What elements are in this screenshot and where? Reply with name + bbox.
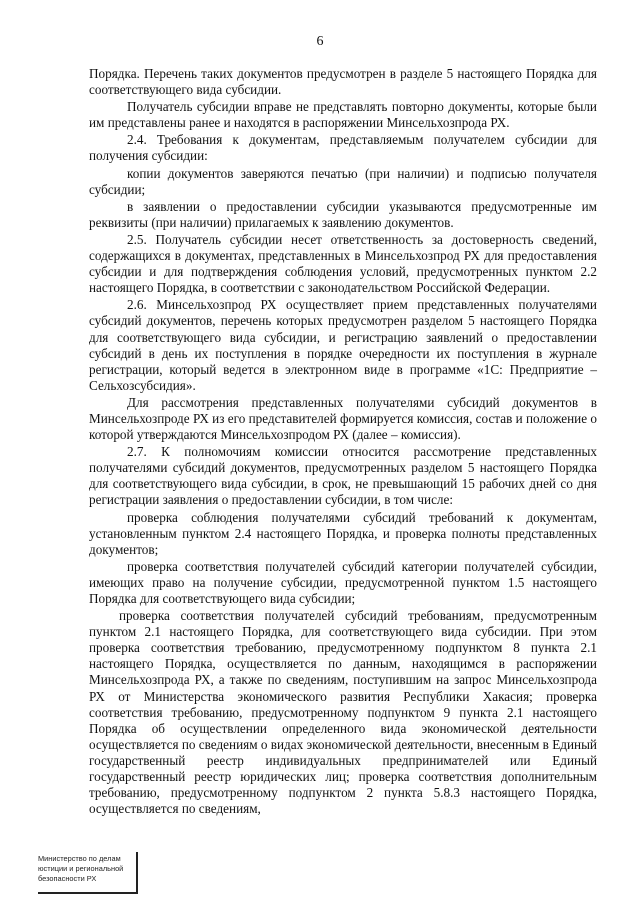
document-body: [89, 66, 597, 818]
paragraph: Порядка. Перечень таких документов предусмотрен в разделе 5 настоящего Порядка для соответствующего вида субсидии.: [89, 66, 597, 98]
stamp-line: юстиции и региональной: [38, 864, 124, 873]
paragraph: Для рассмотрения представленных получателями субсидий документов в Минсельхозпроде РХ из его представителей формируется комиссия, состав и положение о которой утверждаются Минсельхозпродом РХ (далее – комиссия).: [89, 394, 597, 443]
paragraph: копии документов заверяются печатью (при наличии) и подписью получателя субсидии;: [89, 165, 597, 197]
paragraph: 2.5. Получатель субсидии несет ответственность за достоверность сведений, содержащихся в документах, представленных в Минсельхозпрод РХ для предоставления субсидии и для подтверждения соблюдения условий, предусмотренных пунктом 2.2 настоящего Порядка, в соответствии с законодательством Российской Федерации.: [89, 231, 597, 296]
paragraph: в заявлении о предоставлении субсидии указываются предусмотренные им реквизиты (при наличии) прилагаемых к заявлению документов.: [89, 198, 597, 230]
registration-stamp: [38, 852, 138, 894]
paragraph: проверка соблюдения получателями субсидий требований к документам, установленным пунктом 2.4 настоящего Порядка, и проверка полноты представленных документов;: [89, 509, 597, 557]
paragraph: 2.4. Требования к документам, представляемым получателем субсидии для получения субсидии:: [89, 132, 597, 164]
paragraph: проверка соответствия получателей субсидий требованиям, предусмотренным пунктом 2.1 настоящего Порядка, для соответствующего вида субсидии. При этом проверка соответствия требованию, предусмотренному подпунктом 8 пункта 2.1 настоящего Порядка, осуществляется по данным, находящимся в распоряжении Минсельхозпрода РХ, а также по сведениям, поступившим на запрос Минсельхозпрода РХ от Министерства экономического развития Республики Хакасия; проверка соответствия требованию, предусмотренному подпунктом 9 пункта 2.1 настоящего Порядка об осуществлении определенного вида экономической деятельности осуществляется по сведениям о видах экономической деятельности, внесенным в Единый государственный реестр индивидуальных предпринимателей или Единый государственный реестр юридических лиц; проверка соответствия дополнительным требованию, предусмотренному подпунктом 2 пункта 5.8.3 настоящего Порядка, осуществляется по сведениям,: [89, 608, 597, 817]
paragraph: проверка соответствия получателей субсидий категории получателей субсидии, имеющих право на получение субсидии, предусмотренной пунктом 1.5 настоящего Порядка для соответствующего вида субсидии;: [89, 558, 597, 606]
stamp-line: безопасности РХ: [38, 874, 97, 883]
page-number: 6: [316, 34, 324, 49]
stamp-line: Министерство по делам: [38, 854, 121, 863]
paragraph: 2.6. Минсельхозпрод РХ осуществляет прием представленных получателями субсидий документов, перечень которых предусмотрен разделом 5 настоящего Порядка для соответствующего вида субсидии, и регистрацию заявлений о предоставлении субсидий в день их поступления в порядке очередности их поступления в журнале регистрации, который ведется в электронном виде в программе «1С: Предприятие – Сельхозсубсидия».: [89, 297, 597, 393]
paragraph: Получатель субсидии вправе не представлять повторно документы, которые были им представлены ранее и находятся в распоряжении Минсельхозпрода РХ.: [89, 99, 597, 131]
paragraph: 2.7. К полномочиям комиссии относится рассмотрение представленных получателями субсидий документов, предусмотренных разделом 5 настоящего Порядка для соответствующего вида субсидии, в срок, не превышающий 15 рабочих дней со дня регистрации заявления о предоставлении субсидии, в том числе:: [89, 444, 597, 508]
